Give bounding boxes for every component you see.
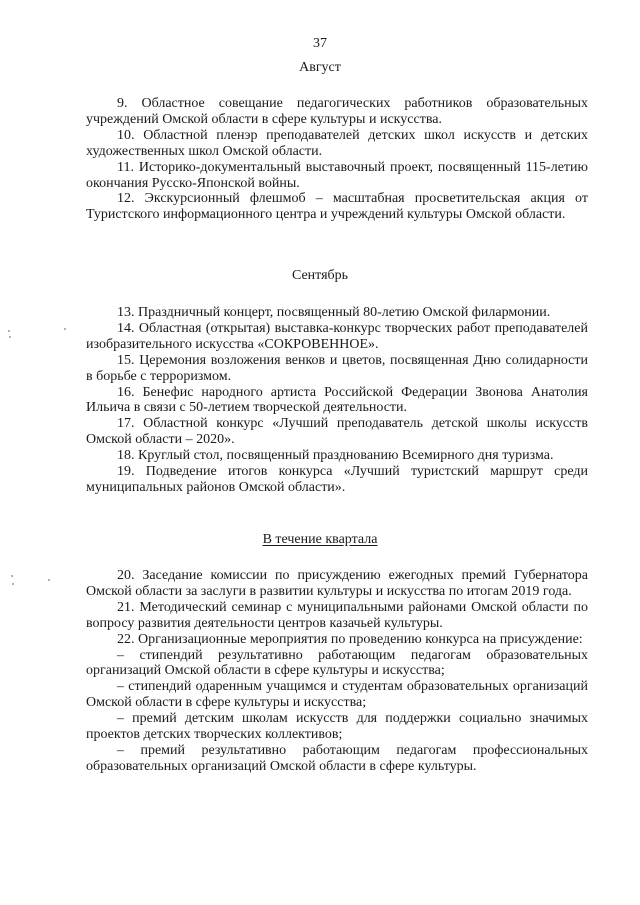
list-item: 11. Историко-документальный выставочный проект, посвященный 115-летию окончания Русско-Японской войны. <box>86 159 588 191</box>
list-item: 22. Организационные мероприятия по проведению конкурса на присуждение: <box>117 631 583 647</box>
list-item: – премий результативно работающим педагогам профессиональных образовательных организаций Омской области в сфере культуры. <box>86 742 588 774</box>
section-quarter-items <box>86 568 588 775</box>
section-heading-quarter-text: В течение квартала <box>262 532 378 547</box>
scan-speck <box>64 328 66 330</box>
list-item: 20. Заседание комиссии по присуждению ежегодных премий Губернатора Омской области за заслуги в развитии культуры и искусства по итогам 2019 года. <box>86 568 588 599</box>
list-item: 21. Методический семинар с муниципальными районами Омской области по вопросу развития деятельности центров казачьей культуры. <box>86 599 588 631</box>
list-item: 13. Праздничный концерт, посвященный 80-летию Омской филармонии. <box>117 305 551 320</box>
scan-speck <box>48 579 50 581</box>
scan-speck <box>12 583 14 585</box>
list-item: 9. Областное совещание педагогических работников образовательных учреждений Омской области в сфере культуры и искусства. <box>86 96 588 127</box>
section-heading-september: Сентябрь <box>291 268 349 283</box>
list-item: 15. Церемония возложения венков и цветов, посвященная Дню солидарности в борьбе с терроризмом. <box>86 352 588 384</box>
page-number: 37 <box>313 36 327 51</box>
section-heading-august: Август <box>299 60 341 75</box>
scan-speck <box>11 575 13 577</box>
list-item: 12. Экскурсионный флешмоб – масштабная просветительская акция от Туристского информационного центра и учреждений культуры Омской области. <box>86 191 588 223</box>
list-item: 16. Бенефис народного артиста Российской Федерации Звонова Анатолия Ильича в связи с 50-летием творческой деятельности. <box>86 384 588 416</box>
list-item: – стипендий результативно работающим педагогам образовательных организаций Омской области в сфере культуры и искусства; <box>86 647 588 679</box>
list-item: 14. Областная (открытая) выставка-конкурс творческих работ преподавателей изобразительного искусства «СОКРОВЕННОЕ». <box>86 320 588 352</box>
section-august-items <box>86 96 588 223</box>
list-item: – премий детским школам искусств для поддержки социально значимых проектов детских творческих коллективов; <box>86 711 588 743</box>
scan-speck <box>9 336 11 338</box>
scan-speck <box>8 330 10 332</box>
section-september-items <box>86 305 588 496</box>
list-item: 17. Областной конкурс «Лучший преподаватель детской школы искусств Омской области – 2020». <box>86 416 588 448</box>
list-item: – стипендий одаренным учащимся и студентам образовательных организаций Омской области в сфере культуры и искусства; <box>86 679 588 711</box>
list-item: 19. Подведение итогов конкурса «Лучший туристский маршрут среди муниципальных районов Омской области». <box>86 464 588 495</box>
list-item: 10. Областной пленэр преподавателей детских школ искусств и детских художественных школ Омской области. <box>86 127 588 159</box>
list-item: 18. Круглый стол, посвященный празднованию Всемирного дня туризма. <box>117 448 554 464</box>
section-heading-quarter <box>0 532 640 548</box>
